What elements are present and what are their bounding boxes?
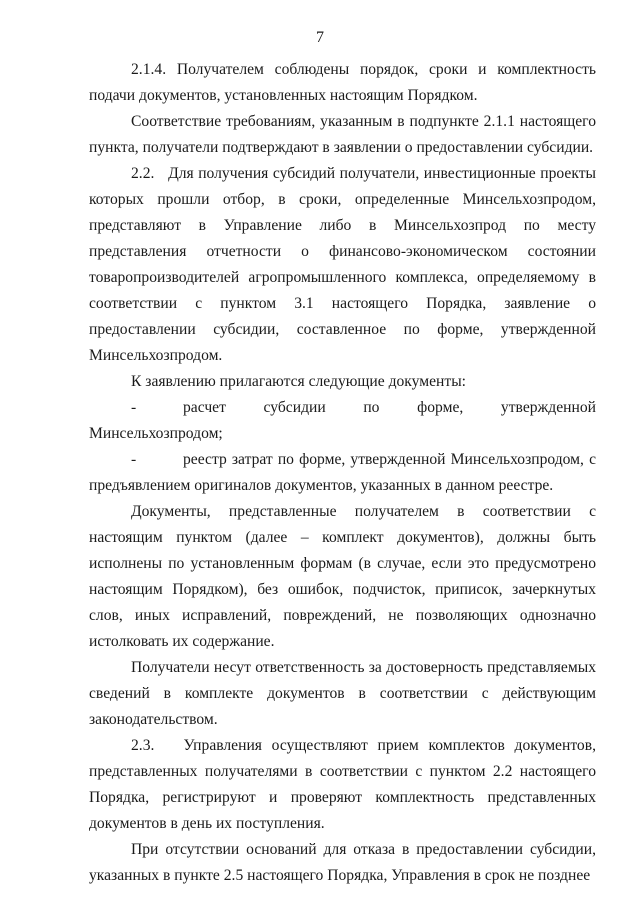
page-number: 7 (316, 29, 324, 46)
list-item-text: реестр затрат по форме, утвержденной Минсельхозпродом, с предъявлением оригиналов документов, указанных в данном реестре. (89, 451, 596, 494)
paragraph-2-2: 2.2. Для получения субсидий получатели, инвестиционные проекты которых прошли отбор, в сроки, определенные Минсельхозпродом, представляют в Управление либо в Минсельхозпрод по месту представления отчетности о финансово-экономическом состоянии товаропроизводителей агропромышленного комплекса, определяемому в соответствии с пунктом 3.1 настоящего Порядка, заявление о предоставлении субсидии, составленное по форме, утвержденной Минсельхозпродом. (89, 165, 596, 364)
paragraph-no-grounds: При отсутствии оснований для отказа в предоставлении субсидии, указанных в пункте 2.5 настоящего Порядка, Управления в срок не позднее (89, 841, 596, 884)
document-body (89, 57, 596, 889)
paragraph-compliance: Соответствие требованиям, указанным в подпункте 2.1.1 настоящего пункта, получатели подтверждают в заявлении о предоставлении субсидии. (89, 113, 596, 156)
list-marker: - (131, 399, 137, 416)
paragraph-documents-requirements: Документы, представленные получателем в соответствии с настоящим пунктом (далее – комплект документов), должны быть исполнены по установленным формам (в случае, если это предусмотрено настоящим Порядком), без ошибок, подчисток, приписок, зачеркнутых слов, иных исправлений, повреждений, не позволяющих однозначно истолковать их содержание. (89, 503, 596, 650)
paragraph-2-3: 2.3. Управления осуществляют прием комплектов документов, представленных получателями в соответствии с пунктом 2.2 настоящего Порядка, регистрируют и проверяют комплектность представленных документов в день их поступления. (89, 737, 596, 832)
paragraph-responsibility: Получатели несут ответственность за достоверность представляемых сведений в комплекте документов в соответствии с действующим законодательством. (89, 659, 596, 728)
paragraph-attachments-intro: К заявлению прилагаются следующие документы: (131, 373, 467, 390)
paragraph-2-1-4: 2.1.4. Получателем соблюдены порядок, сроки и комплектность подачи документов, установленных настоящим Порядком. (89, 61, 596, 104)
list-marker: - (131, 451, 137, 468)
list-item-text: расчет субсидии по форме, утвержденной Минсельхозпродом; (89, 399, 596, 442)
list-item (89, 447, 596, 499)
list-item (89, 395, 596, 447)
